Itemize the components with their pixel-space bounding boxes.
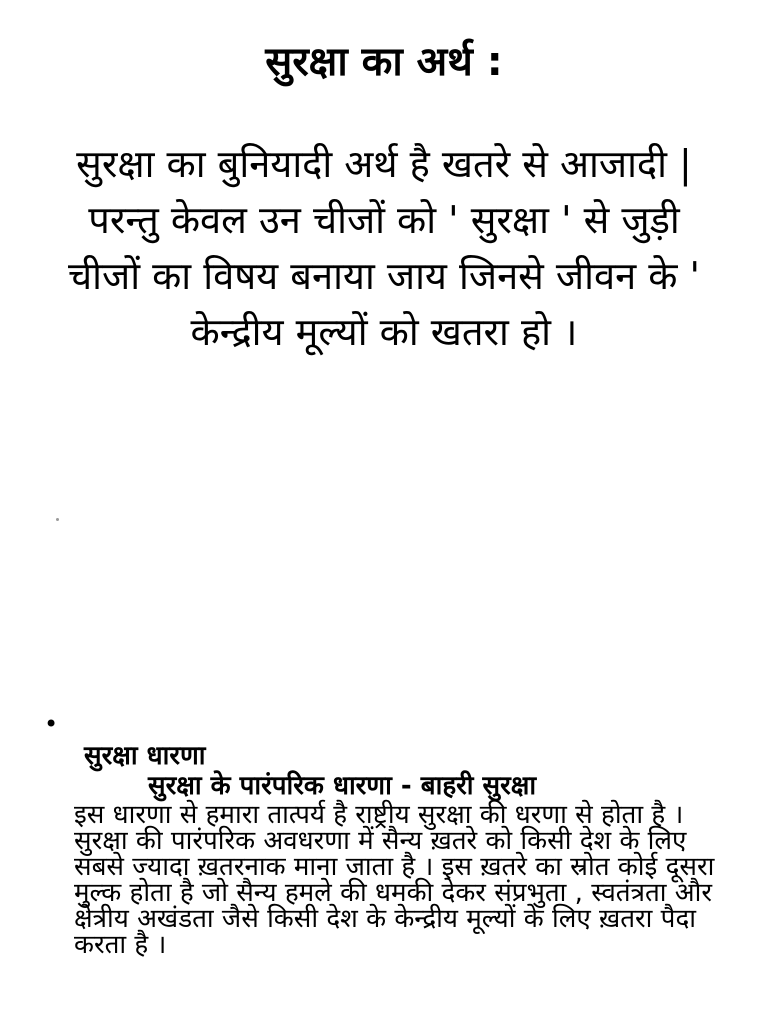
section-heading: सुरक्षा धारणा <box>84 741 206 771</box>
section-body-paragraph: इस धारणा से हमारा तात्पर्य है राष्ट्रीय सुरक्षा की धरणा से होता है । सुरक्षा की पारंपरिक अवधरणा में सैन्य ख़तरे को किसी देश के लिए सबसे ज्यादा ख़तरनाक माना जाता है । इस ख़तरे का स्रोत कोई दूसरा मुल्क होता है जो सैन्य हमले की धमकी देकर संप्रभुता , स्वतंत्रता और क्षेत्रीय अखंडता जैसे किसी देश के केन्द्रीय मूल्यों के लिए ख़तरा पैदा करता है । <box>74 800 715 960</box>
section-subheading: सुरक्षा के पारंपरिक धारणा - बाहरी सुरक्षा <box>148 771 537 801</box>
intro-paragraph: सुरक्षा का बुनियादी अर्थ है खतरे से आजादी | परन्तु केवल उन चीजों को ' सुरक्षा ' से जुड़ी चीजों का विषय बनाया जाय जिनसे जीवन के ' केन्द्रीय मूल्यों को खतरा हो । <box>68 142 700 354</box>
stray-dot <box>56 518 59 521</box>
slide-title: सुरक्षा का अर्थ : <box>265 39 503 85</box>
bullet-marker: • <box>44 710 59 738</box>
